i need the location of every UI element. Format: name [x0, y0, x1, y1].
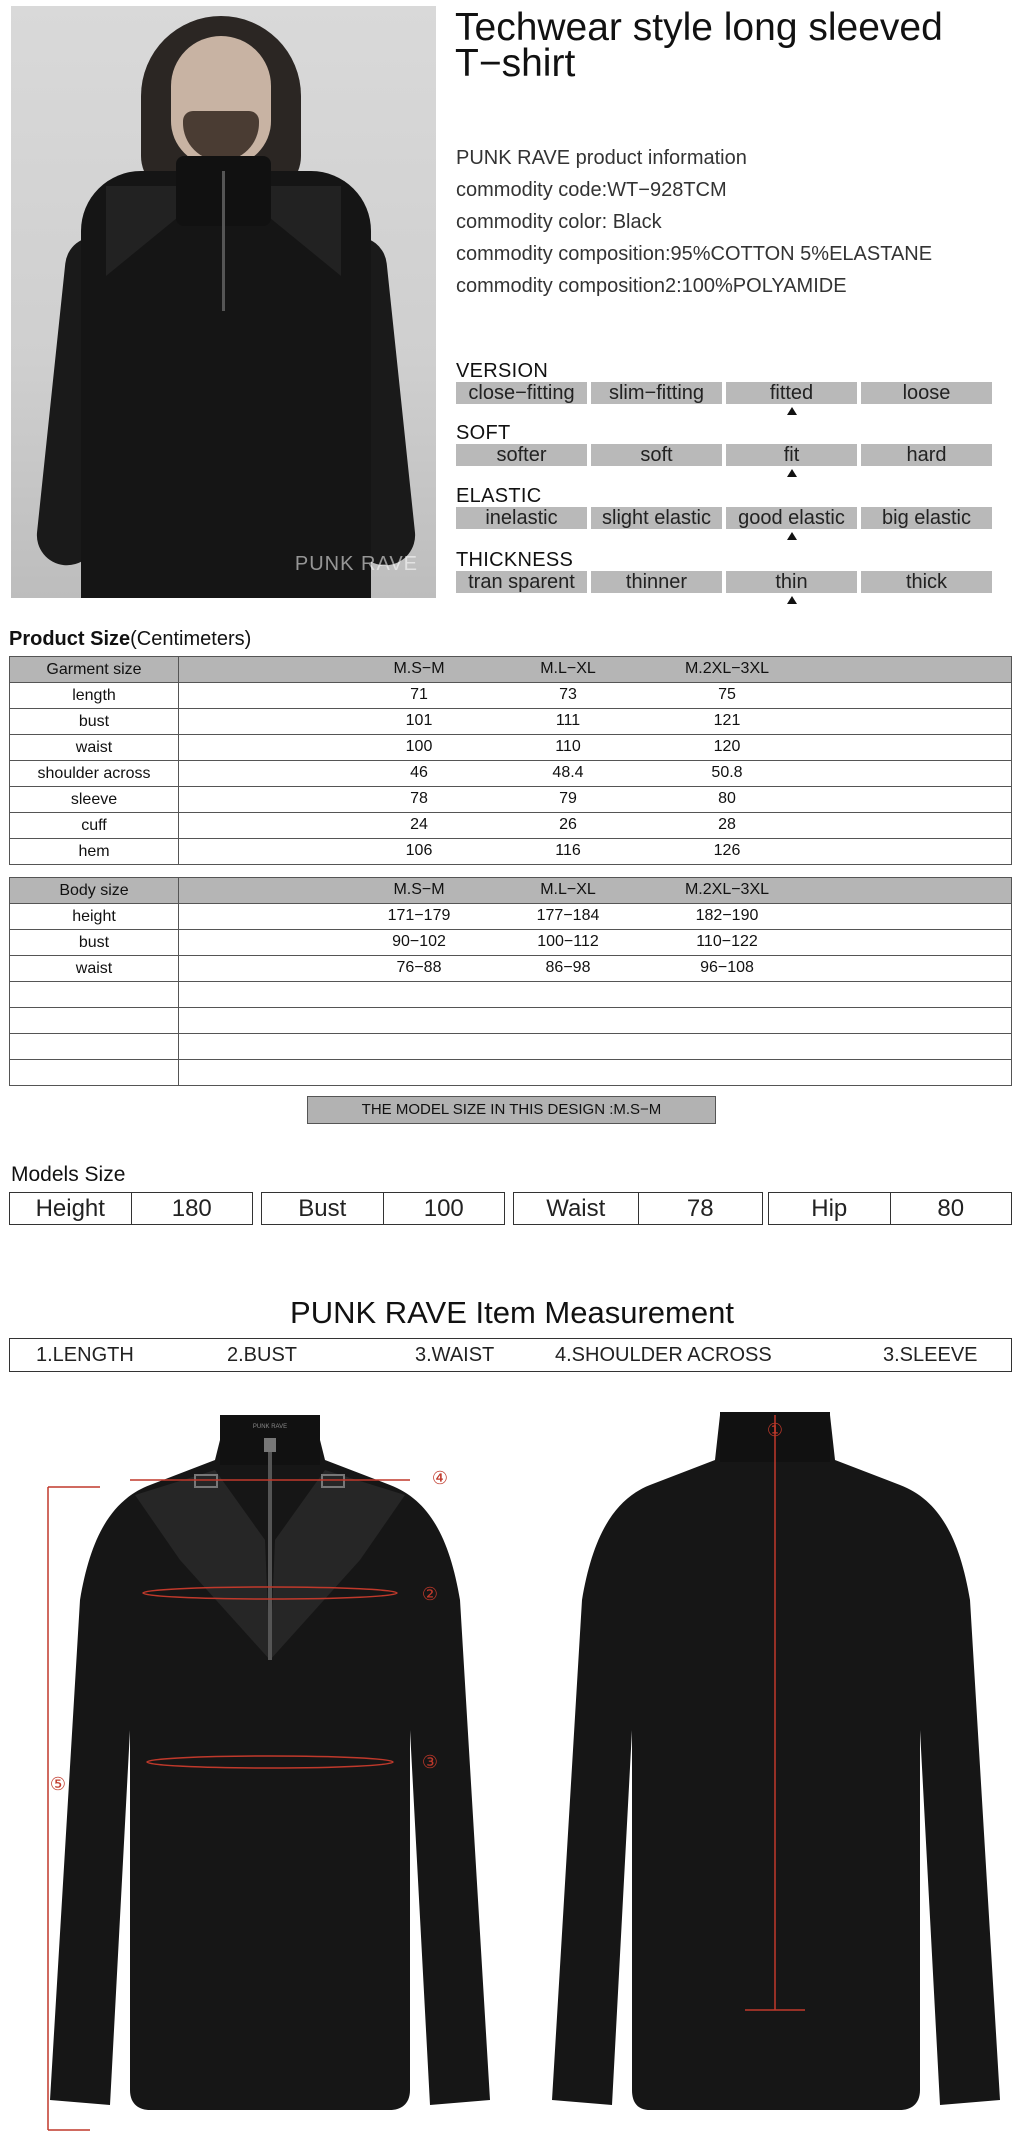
attribute-option-label: thin — [775, 571, 808, 593]
table-row-label: length — [10, 683, 179, 709]
table-row-values — [179, 904, 1012, 930]
measurement-item: 3.SLEEVE — [883, 1344, 978, 1366]
attribute-thickness — [456, 550, 996, 593]
model-height — [9, 1192, 253, 1225]
model-size-note: THE MODEL SIZE IN THIS DESIGN :M.S−M — [307, 1096, 716, 1124]
table-row-label: bust — [10, 709, 179, 735]
info-line: commodity color: Black — [456, 211, 662, 233]
table-row — [10, 787, 1012, 813]
model-stat-name: Bust — [298, 1195, 347, 1222]
table-row-label: cuff — [10, 813, 179, 839]
table-row-label: height — [10, 904, 179, 930]
table-cell: 86−98 — [545, 959, 591, 976]
table-cell: 79 — [559, 790, 577, 807]
models-size-label: Models Size — [11, 1163, 126, 1186]
table-cell: 90−102 — [392, 933, 446, 950]
table-cell: 76−88 — [396, 959, 442, 976]
table-cell: 116 — [555, 842, 581, 859]
attribute-option — [456, 571, 587, 593]
model-stat-value: 180 — [131, 1193, 253, 1224]
attribute-option — [591, 444, 722, 466]
attribute-option-label: tran sparent — [468, 571, 575, 593]
attribute-title: VERSION — [456, 360, 549, 382]
attribute-option-label: inelastic — [485, 507, 558, 529]
attribute-title: SOFT — [456, 422, 511, 444]
product-size-title: Product Size — [9, 628, 131, 650]
attribute-option-label: good elastic — [738, 507, 845, 529]
attribute-option-label: softer — [496, 444, 547, 466]
table-cell: M.L−XL — [540, 660, 596, 677]
info-line: PUNK RAVE product information — [456, 147, 747, 169]
table-cell: 126 — [713, 842, 741, 859]
table-row-values — [179, 761, 1012, 787]
attribute-option — [726, 382, 857, 404]
table-cell: 78 — [410, 790, 428, 807]
table-row — [10, 709, 1012, 735]
table-cell: 100−112 — [537, 933, 599, 950]
attribute-title: ELASTIC — [456, 485, 542, 507]
attribute-option — [456, 382, 587, 404]
table-cell: M.S−M — [393, 660, 445, 677]
marker-waist: ③ — [421, 1752, 439, 1773]
marker-length: ① — [766, 1420, 784, 1441]
attribute-option — [861, 444, 992, 466]
attribute-option-label: soft — [640, 444, 673, 466]
product-title — [455, 6, 1015, 85]
table-cell: 73 — [559, 686, 577, 703]
attribute-option-label: thinner — [625, 571, 688, 593]
table-row-values — [179, 735, 1012, 761]
model-stat-name: Hip — [811, 1195, 848, 1222]
model-hip — [768, 1192, 1012, 1225]
table-row-label: waist — [10, 735, 179, 761]
model-stat-name: Height — [35, 1195, 105, 1222]
table-cell: M.2XL−3XL — [684, 660, 770, 677]
table-cell: M.L−XL — [540, 881, 596, 898]
measurement-item: 4.SHOULDER ACROSS — [555, 1344, 772, 1366]
table-row-values — [179, 683, 1012, 709]
attribute-option — [726, 571, 857, 593]
table-row-label: bust — [10, 930, 179, 956]
table-row-values — [179, 657, 1012, 683]
table-cell: 182−190 — [695, 907, 759, 924]
table-row — [10, 930, 1012, 956]
attribute-option-label: hard — [906, 444, 947, 466]
attribute-scale — [456, 382, 996, 404]
marker-sleeve: ⑤ — [49, 1774, 67, 1795]
table-cell: 80 — [718, 790, 736, 807]
table-cell: 48.4 — [552, 764, 584, 781]
table-row — [10, 1060, 1012, 1086]
table-row — [10, 735, 1012, 761]
selected-marker-icon — [787, 407, 797, 415]
attribute-title: THICKNESS — [456, 549, 574, 571]
table-row-values — [179, 709, 1012, 735]
table-row — [10, 839, 1012, 865]
attribute-option — [726, 507, 857, 529]
attribute-elastic — [456, 486, 996, 529]
attribute-scale — [456, 507, 996, 529]
table-cell: 106 — [405, 842, 433, 859]
attribute-option-label: big elastic — [882, 507, 971, 529]
table-row-label — [10, 1008, 179, 1034]
table-cell: 171−179 — [387, 907, 451, 924]
table-row-label: hem — [10, 839, 179, 865]
table-cell: 120 — [713, 738, 741, 755]
attribute-option-label: slight elastic — [602, 507, 711, 529]
attribute-option — [861, 507, 992, 529]
selected-marker-icon — [787, 596, 797, 604]
product-title-line2: T−shirt — [455, 42, 576, 85]
table-cell: 75 — [718, 686, 736, 703]
attribute-option — [726, 444, 857, 466]
table-row — [10, 956, 1012, 982]
model-stat-value: 100 — [383, 1193, 505, 1224]
table-cell: 28 — [718, 816, 736, 833]
product-size-unit: (Centimeters) — [130, 628, 252, 650]
attribute-scale — [456, 571, 996, 593]
table-cell: 26 — [559, 816, 577, 833]
attribute-option-label: close−fitting — [468, 382, 575, 404]
attribute-option-label: fitted — [769, 382, 814, 404]
attribute-scale — [456, 444, 996, 466]
garment-back-diagram — [540, 1400, 1010, 2140]
collar-label: PUNK RAVE — [252, 1424, 288, 1430]
attribute-soft — [456, 423, 996, 466]
table-cell: M.2XL−3XL — [684, 881, 770, 898]
garment-front-diagram — [30, 1400, 510, 2140]
marker-shoulder: ④ — [431, 1468, 449, 1489]
model-bust — [261, 1192, 505, 1225]
product-title-line1: Techwear style long sleeved — [455, 6, 943, 49]
table-row — [10, 813, 1012, 839]
product-photo — [11, 6, 436, 598]
measurement-legend — [9, 1338, 1012, 1372]
table-cell: 111 — [555, 712, 581, 729]
table-row-values — [179, 982, 1012, 1008]
table-row-values — [179, 787, 1012, 813]
table-row-values — [179, 930, 1012, 956]
table-cell: 110−122 — [696, 933, 758, 950]
table-row-values — [179, 878, 1012, 904]
model-stat-value: 78 — [638, 1193, 763, 1224]
table-cell: 71 — [410, 686, 428, 703]
table-row-values — [179, 1008, 1012, 1034]
table-cell: 46 — [410, 764, 428, 781]
table-header-row — [10, 878, 1012, 904]
model-stat-name: Waist — [546, 1195, 606, 1222]
table-row — [10, 904, 1012, 930]
table-cell: M.S−M — [393, 881, 445, 898]
model-stat-value: 80 — [890, 1193, 1012, 1224]
table-row-label: waist — [10, 956, 179, 982]
table-row-values — [179, 839, 1012, 865]
table-cell: 110 — [555, 738, 581, 755]
product-info — [456, 146, 932, 306]
table-cell: 50.8 — [711, 764, 743, 781]
attribute-option-label: thick — [905, 571, 948, 593]
attribute-option — [456, 444, 587, 466]
info-line: commodity composition2:100%POLYAMIDE — [456, 275, 847, 297]
table-row-label — [10, 1034, 179, 1060]
table-row-label: Body size — [10, 878, 179, 904]
table-row-label: shoulder across — [10, 761, 179, 787]
attribute-option-label: slim−fitting — [608, 382, 705, 404]
selected-marker-icon — [787, 532, 797, 540]
body-size-table — [9, 877, 1012, 1086]
table-cell: 101 — [405, 712, 433, 729]
table-row-label: Garment size — [10, 657, 179, 683]
attribute-option — [861, 571, 992, 593]
models-size-row — [9, 1192, 1012, 1225]
table-row — [10, 683, 1012, 709]
attribute-option — [591, 571, 722, 593]
attribute-version — [456, 361, 996, 404]
table-cell: 96−108 — [700, 959, 754, 976]
table-row-label: sleeve — [10, 787, 179, 813]
table-row — [10, 761, 1012, 787]
table-row-label — [10, 1060, 179, 1086]
measurement-item: 2.BUST — [227, 1344, 298, 1366]
table-row-values — [179, 1060, 1012, 1086]
attribute-option — [456, 507, 587, 529]
table-row — [10, 1008, 1012, 1034]
table-row-values — [179, 813, 1012, 839]
table-row-values — [179, 956, 1012, 982]
attribute-option — [591, 507, 722, 529]
measurement-item: 1.LENGTH — [36, 1344, 134, 1366]
selected-marker-icon — [787, 469, 797, 477]
attribute-option — [591, 382, 722, 404]
table-row — [10, 1034, 1012, 1060]
table-cell: 177−184 — [536, 907, 600, 924]
attribute-option-label: loose — [902, 382, 951, 404]
table-row — [10, 982, 1012, 1008]
measurement-title: PUNK RAVE Item Measurement — [290, 1295, 734, 1330]
info-line: commodity composition:95%COTTON 5%ELASTANE — [456, 243, 933, 265]
info-line: commodity code:WT−928TCM — [456, 179, 727, 201]
product-size-heading — [9, 628, 251, 651]
garment-size-table — [9, 656, 1012, 865]
table-row-values — [179, 1034, 1012, 1060]
table-cell: 24 — [410, 816, 428, 833]
attribute-option-label: fit — [783, 444, 800, 466]
table-row-label — [10, 982, 179, 1008]
table-header-row — [10, 657, 1012, 683]
measurement-item: 3.WAIST — [415, 1344, 495, 1366]
model-waist — [513, 1192, 763, 1225]
table-cell: 121 — [713, 712, 741, 729]
table-cell: 100 — [405, 738, 433, 755]
attribute-option — [861, 382, 992, 404]
photo-watermark: PUNK RAVE — [294, 553, 418, 575]
marker-bust: ② — [421, 1584, 439, 1605]
